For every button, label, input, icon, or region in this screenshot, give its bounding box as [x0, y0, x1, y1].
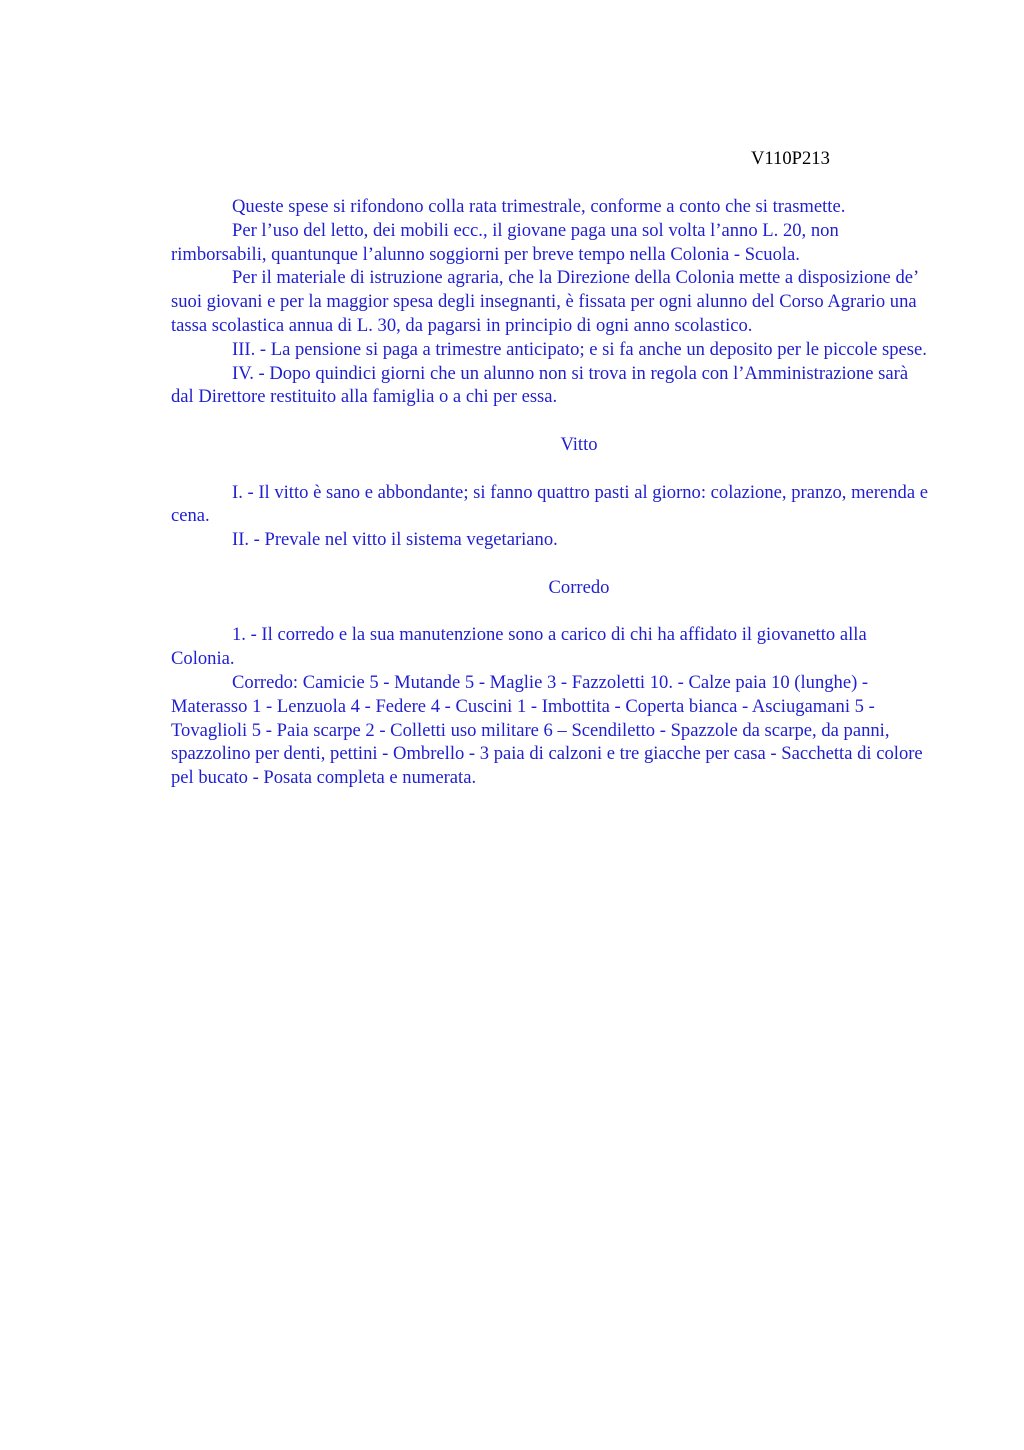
spacer: [171, 409, 931, 433]
paragraph-vegetarian: II. - Prevale nel vitto il sistema vegetariano.: [232, 529, 558, 551]
paragraph-refund: Queste spese si rifondono colla rata trimestrale, conforme a conto che si trasmette.: [232, 196, 846, 217]
heading-corredo: Corredo: [548, 576, 610, 598]
paragraph-dismissal: IV. - Dopo quindici giorni che un alunno non si trova in regola con l’Amministrazione sarà dal Direttore restituito alla famiglia o a chi per essa.: [171, 362, 909, 408]
paragraph-school-tax: Per il materiale di istruzione agraria, che la Direzione della Colonia mette a disposizione de’ suoi giovani e per la maggior spesa degli insegnanti, è fissata per ogni alunno del Corso Agrario una tassa scolastica annua di L. 30, da pagarsi in principio di ogni anno scolastico.: [171, 267, 918, 336]
document-body: [171, 195, 931, 790]
spacer: [171, 457, 931, 481]
heading-vitto: Vitto: [560, 433, 598, 455]
page-code: V110P213: [751, 148, 830, 169]
paragraph-outfit-charge: 1. - Il corredo e la sua manutenzione sono a carico di chi ha affidato il giovanetto alla Colonia.: [171, 624, 867, 670]
paragraph-furniture-fee: Per l’uso del letto, dei mobili ecc., il giovane paga una sol volta l’anno L. 20, non rimborsabili, quantunque l’alunno soggiorni per breve tempo nella Colonia - Scuola.: [171, 219, 839, 265]
paragraph-outfit-list: Corredo: Camicie 5 - Mutande 5 - Maglie 3 - Fazzoletti 10. - Calze paia 10 (lunghe) - Materasso 1 - Lenzuola 4 - Federe 4 - Cuscini 1 - Imbottita - Coperta bianca - Asciugamani 5 - Tovaglioli 5 - Paia scarpe 2 - Colletti uso militare 6 – Scendiletto - Spazzole da scarpe, da panni, spazzolino per denti, pettini - Ombrello - 3 paia di calzoni e tre giacche per casa - Sacchetta di colore pel bucato - Posata completa e numerata.: [171, 671, 923, 789]
paragraph-meals: I. - Il vitto è sano e abbondante; si fanno quattro pasti al giorno: colazione, pranzo, merenda e cena.: [171, 481, 928, 527]
spacer: [171, 600, 931, 624]
spacer: [171, 552, 931, 576]
paragraph-pension: III. - La pensione si paga a trimestre anticipato; e si fa anche un deposito per le piccole spese.: [232, 338, 927, 360]
